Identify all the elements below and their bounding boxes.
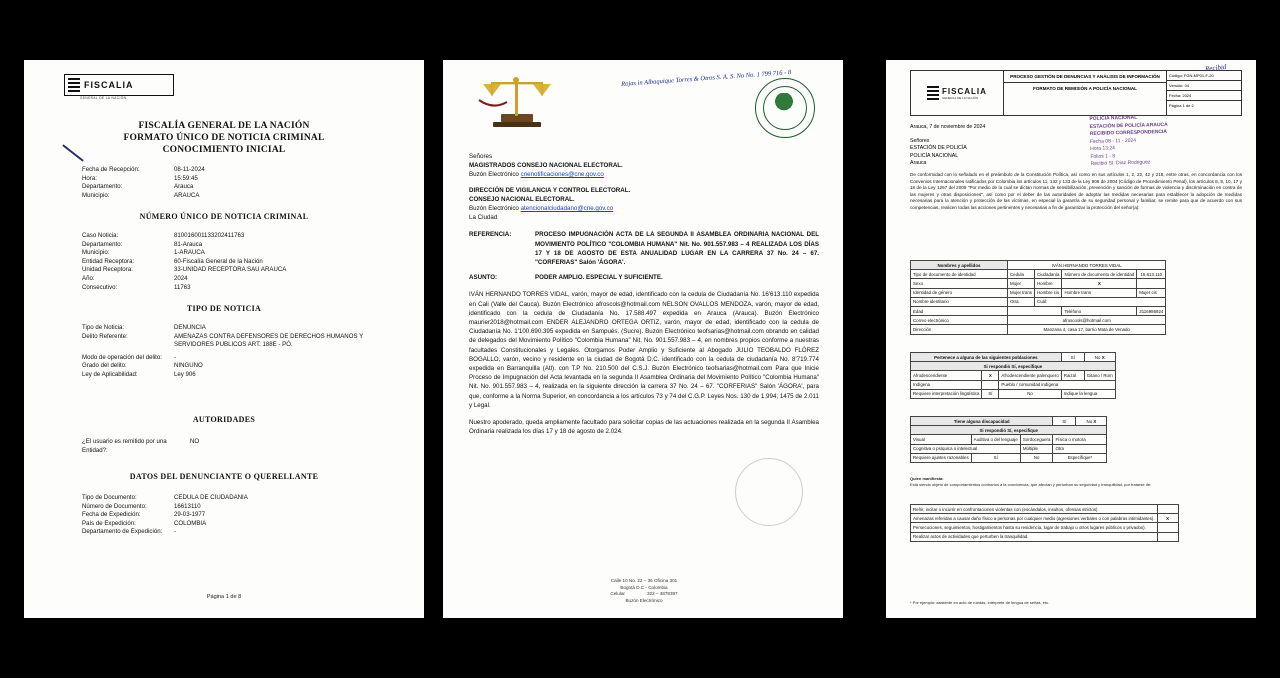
discap-ajustes-no[interactable]: No bbox=[1020, 453, 1053, 462]
field-label: Ley de Aplicabilidad: bbox=[82, 370, 138, 378]
page-title bbox=[24, 120, 424, 156]
addressee-2: DIRECCIÓN DE VIGILANCIA Y CONTROL ELECTORAL. bbox=[469, 186, 631, 194]
field-value: 16613110 bbox=[174, 502, 201, 510]
hecho-row-label: Persecuciones, seguimientos, hostigamientos hasta su residencia, lugar de trabajo u otros lugares públicos o privados). bbox=[911, 523, 1158, 532]
buzon-label-1: Buzón Electrónico bbox=[469, 171, 519, 179]
field-label: Departamento: bbox=[82, 240, 123, 248]
telefono-value: 3116986924 bbox=[1137, 306, 1166, 315]
discap-no[interactable]: No X bbox=[1076, 417, 1107, 426]
field-label: Tipo de Noticia: bbox=[82, 324, 125, 331]
field-value: DENUNCIA bbox=[174, 324, 206, 331]
letter-footer bbox=[469, 578, 819, 604]
opt-hombre-trans[interactable]: Hombre trans bbox=[1062, 288, 1137, 297]
poblaciones-si[interactable]: Sí bbox=[1061, 353, 1084, 362]
footer-address-1: Calle 10 No. 22 – 36 Oficina 301 bbox=[610, 578, 678, 584]
poblaciones-table bbox=[910, 352, 1116, 399]
field-label: Año: bbox=[82, 274, 95, 282]
buzon-label-2: Buzón Electrónico bbox=[469, 205, 519, 213]
discap-fisica[interactable]: Física o motora bbox=[1053, 435, 1107, 444]
field-value: NO bbox=[190, 438, 200, 445]
field-label: Fecha de Expedición: bbox=[82, 511, 141, 519]
handwritten-note: Rojas in Albaquique Torres & Otros S. A. S. No No. 1 799 716 - 8 bbox=[620, 69, 792, 88]
footnote: * Por ejemplo: asistente en acto de ruedas, intérprete de lengua de señas, etc. bbox=[910, 600, 1050, 606]
hecho-row-label: Realizar actos de actividades que perturben la tranquilidad. bbox=[911, 532, 1158, 541]
buzon-link-1[interactable]: cnenotificaciones@cne.gov.co bbox=[520, 171, 604, 179]
row-label-correo: Correo electrónico bbox=[911, 316, 1008, 325]
round-stamp-faint bbox=[735, 458, 803, 526]
discap-cognitiva[interactable]: Cognitiva o psíquica o intelectual bbox=[911, 444, 1021, 453]
field-value: AMENAZAS CONTRA DEFENSORES DE DERECHOS HUMANOS Y SERVIDORES PUBLICOS ART. 188E - PÓ. bbox=[174, 332, 364, 349]
field-value: NINGUNO bbox=[174, 362, 203, 370]
addressee-label: Señores bbox=[469, 153, 493, 160]
row-label-edad: Edad bbox=[911, 306, 1008, 315]
addressee-1: MAGISTRADOS CONSEJO NACIONAL ELECTORAL. bbox=[469, 162, 623, 170]
sexo-blank bbox=[1137, 279, 1166, 288]
handwritten-recibido: Recibid bbox=[1204, 62, 1227, 74]
letter-paragraph: IVÁN HERNANDO TORRES VIDAL, varón, mayor de edad, identificado con la cedula de Ciudadanía No. 16'613.110 expedida en Cali (Valle del Cauca). Buzón Electrónico afroscols@hotmail.com NELSON OVALLOS MENDOZA, varón, mayor de edad, identificado con la cedula de Ciudadanía No. 17.588.497 expedida en Arauca (Arauca). Buzón Electrónico maurier2018@hotmail.com ENDER ALEJANDRO ORTEGA ORTIZ, varón, mayor de edad, identificado con la cedula de Ciudadanía No. 1'100.690.395 expedida en Sampués. (Sucre). Buzón Electrónico teofsarias@hotmail.com obrando en calidad de delegados del Movimiento Político "Colombia Humana" Nit. No. 901.557.983 – 4, en nombres propios conforme a nuestras facultades Constitucionales y Legales. Otorgamos Poder Amplio y Suficiente al Abogado JULIO TEOBALDO FLÓREZ BOGALLO, varón, vecino y residente en la ciudad de Bogotá D.C. identificado con la cedula de ciudadanía No. 8'719.774 expedida en Barranquilla (Atl). con T.P No. 210.500 del C.S.J. Buzón Electrónico teofsarias@hotmail.com Para que Inicie Proceso de Impugnación del Acta levantada en la segunda II Asamblea Ordinaria del Movimiento Político "Colombia Humana" Nit. No. 901.557.983 – 4, realizada en la siguiente dirección la carrera 37 No. 24 – 67. "CORFERIAS" Salón 'ÁGORA', para que, conforme a la Norma Superior, en concordancia a los artículos 73 y 74 del C.G.P. Leyes Nos. 130 de 1.994; 1475 de 2.011 y Legal. bbox=[469, 291, 819, 409]
hechos-table bbox=[910, 504, 1179, 542]
field-value: Arauca bbox=[174, 183, 194, 191]
hecho-row-label: Reñir, incitar o incurrir en confrontaciones violentas con (escándalos, insultos, ofensas strictos) bbox=[911, 505, 1158, 514]
discap-ajustes-label: Requiere ajustes razonables bbox=[911, 453, 972, 462]
field-label: País de Expedición: bbox=[82, 519, 136, 527]
pob-indigena-mark[interactable] bbox=[982, 380, 999, 389]
poblaciones-title: Pertenece a alguna de las siguientes poblaciones bbox=[911, 353, 1062, 362]
field-value: 08-11-2024 bbox=[174, 166, 205, 173]
letter-closing: Nuestro apoderado, queda ampliamente facultado para solicitar copias de las actuaciones realizada en la segunda II Asamblea Ordinaria realizada los días 17 y 18 de agosto de 2.024. bbox=[469, 419, 819, 436]
opt-otra[interactable]: Otra bbox=[1008, 297, 1035, 306]
opt-ciudadania[interactable]: Ciudadanía bbox=[1034, 270, 1061, 279]
field-value: 29-03-1977 bbox=[174, 511, 206, 519]
footer-celular: 322 – 4878397 bbox=[646, 591, 678, 597]
discap-especifique[interactable]: Específique* bbox=[1053, 453, 1107, 462]
edad-value bbox=[1008, 306, 1062, 315]
pob-afro-label: Afrodescendiente bbox=[911, 371, 982, 380]
referencia-label: REFERENCIA: bbox=[469, 231, 512, 239]
field-label: ¿El usuario es remitido por una Entidad?: bbox=[82, 438, 167, 454]
flag-icon bbox=[927, 86, 939, 100]
fiscalia-logo-subtitle: GENERAL DE LA NACIÓN bbox=[80, 96, 127, 100]
hechos-question: Quien manifiesta: bbox=[910, 476, 944, 481]
referencia-row bbox=[469, 230, 819, 267]
identity-name-value: IVÁN HERNANDO TORRES VIDAL bbox=[1008, 261, 1166, 270]
poblaciones-sub: Si respondió Sí, especifique bbox=[911, 362, 1116, 371]
fiscalia-logo-text: FISCALIA bbox=[84, 80, 134, 90]
document-page-3 bbox=[886, 60, 1256, 618]
stamp-line-5: Hora 13:24 bbox=[1090, 145, 1116, 152]
discapacidad-table bbox=[910, 416, 1107, 463]
header-codigo: Código: FGN-MP01-F-20 bbox=[1167, 71, 1241, 81]
title-line-2: FORMATO ÚNICO DE NOTICIA CRIMINAL bbox=[123, 133, 325, 143]
field-label: Entidad Receptora: bbox=[82, 257, 135, 265]
fiscalia-logo-text: FISCALIA bbox=[942, 86, 987, 96]
opt-hombre[interactable]: Hombre bbox=[1034, 279, 1061, 288]
section-heading-datos: DATOS DEL DENUNCIANTE O QUERELLANTE bbox=[129, 472, 319, 481]
stamp-line-1: POLICÍA NACIONAL bbox=[1089, 114, 1138, 122]
footer-buzon-label: Buzón Electrónico bbox=[625, 597, 663, 603]
letter-meta bbox=[910, 124, 985, 168]
pob-gitano[interactable]: Gitano / Rom bbox=[1084, 371, 1115, 380]
field-label: Fecha de Recepción: bbox=[82, 166, 140, 173]
field-value: 33-UNIDAD RECEPTORA SAU ARAUCA bbox=[174, 266, 287, 274]
opt-cual[interactable]: Cuál: bbox=[1034, 297, 1165, 306]
field-value: CEDULA DE CIUDADANIA bbox=[174, 494, 248, 501]
stamp-line-4: Fecha 08 - 11 - 2024 bbox=[1089, 137, 1137, 145]
footer-celular-label: Celular bbox=[610, 591, 625, 597]
header-fecha: Fecha: 2024 bbox=[1167, 91, 1241, 101]
row-label-nombre-identitario: Nombre identitario bbox=[911, 297, 1008, 306]
autoridades-block bbox=[82, 438, 384, 455]
field-value: - bbox=[174, 528, 177, 536]
pob-interprete-label: Requiere interpretación lingüística bbox=[911, 389, 982, 398]
datos-denunciante-block bbox=[82, 494, 384, 537]
letter-body bbox=[469, 152, 819, 436]
hecho-row-label: Amenazas referidas a causar daño físico a personas por cualquier medio (agresiones verbales o con palabras intimidantes). bbox=[911, 514, 1158, 523]
fiscalia-logo bbox=[64, 74, 174, 96]
field-value: - bbox=[174, 353, 177, 361]
field-label: Hora: bbox=[82, 174, 97, 182]
form-header-table bbox=[910, 70, 1242, 116]
discap-visual[interactable]: Visual bbox=[911, 435, 972, 444]
telefono-label: Teléfono bbox=[1062, 306, 1137, 315]
pob-afro-mark[interactable]: X bbox=[982, 371, 999, 380]
addressee-3: CONSEJO NACIONAL ELECTORAL. bbox=[469, 195, 575, 203]
stamp-line-2: ESTACIÓN DE POLICÍA ARAUCA bbox=[1089, 121, 1168, 130]
header-proceso: PROCESO GESTIÓN DE DENUNCIAS Y ANÁLISIS DE INFORMACIÓN bbox=[1004, 71, 1166, 83]
pob-lengua[interactable]: Indique la lengua bbox=[1061, 389, 1115, 398]
fiscalia-logo bbox=[911, 71, 1004, 115]
doc-number-value: 16.613.110 bbox=[1137, 270, 1166, 279]
field-label: Departamento de Expedición: bbox=[82, 528, 163, 536]
field-label: Modo de operación del delito: bbox=[82, 353, 162, 361]
flag-icon bbox=[68, 78, 80, 92]
stamp-line-7: Recibió SI. Diaz Rodriguez bbox=[1090, 159, 1151, 167]
stamp-line-3: RECIBIDO CORRESPONDENCIA bbox=[1089, 128, 1168, 137]
stamp-line-6: Folios 1 - 8 bbox=[1090, 152, 1116, 160]
city-line: La Ciudad bbox=[469, 214, 498, 222]
title-line-3: CONOCIMIENTO INICIAL bbox=[162, 145, 286, 155]
row-label-direccion: Dirección bbox=[911, 325, 1008, 334]
field-label: Municipio: bbox=[82, 191, 110, 199]
field-label: Departamento: bbox=[82, 183, 123, 191]
opt-mujer-cis[interactable]: Mujer cis bbox=[1137, 288, 1166, 297]
field-label: Municipio: bbox=[82, 249, 110, 257]
field-label: Grado del delito: bbox=[82, 362, 127, 370]
pob-indigena[interactable]: Indígena bbox=[911, 380, 982, 389]
field-label: Unidad Receptora: bbox=[82, 266, 133, 274]
discap-multiple[interactable]: Múltiple bbox=[1020, 444, 1053, 453]
field-value: ARAUCA bbox=[174, 191, 200, 199]
green-seal-stamp bbox=[755, 78, 815, 138]
identity-table bbox=[910, 260, 1166, 335]
opt-cedula[interactable]: Cedula bbox=[1008, 270, 1035, 279]
pob-interprete-no[interactable]: No bbox=[999, 389, 1061, 398]
scales-of-justice-icon bbox=[471, 70, 563, 138]
numero-block bbox=[82, 232, 384, 292]
discap-otra[interactable]: Otra bbox=[1053, 444, 1107, 453]
identity-name-label: Nombres y apellidos bbox=[911, 261, 1008, 270]
field-value: 15:59:45 bbox=[174, 174, 198, 182]
header-formato: FORMATO DE REMISIÓN A POLICÍA NACIONAL bbox=[1033, 86, 1137, 91]
section-heading-autoridades: AUTORIDADES bbox=[192, 415, 256, 424]
field-label: Delito Referente: bbox=[82, 332, 128, 340]
meta-municipio: Arauca bbox=[910, 160, 927, 167]
hechos-intro bbox=[910, 476, 1242, 487]
row-label: Tipo de documento de identidad bbox=[911, 270, 1008, 279]
fiscalia-logo-subtitle: GENERAL DE LA NACIÓN bbox=[942, 95, 979, 100]
legal-paragraph: De conformidad con lo señalado en el preámbulo de la Constitución Política, así como en sus artículos 1, 2, 22, 42 y 218, entre otras, en concordancia con los Convenios Internacionales ratificados por Colombia los artículos 11, 132 y 133 de la Ley 906 de 2004 (Código de Procedimiento Penal), los artículos 8, 9, 10, 17 y 18 de la Ley 1257 del 2008 "Por medio de la cual se dictan normas de sensibilización, prevención y sanción de formas de violencia y discriminación en contra de las mujeres y otras disposiciones", así como por el deber de las autoridades de adoptar las medidas necesarias para establecer la adopción de medidas necesarias para la atención y protección de las víctimas, en especial la garantía de su seguridad personal y familiar, se remite para que de acuerdo con sus competencias, realicen todas las acciones pertinentes y necesarias a fin de garantizar la protección del señor(a): bbox=[910, 172, 1242, 210]
reception-block bbox=[82, 166, 384, 200]
pob-pueblo[interactable]: Pueblo / comunidad indígena bbox=[999, 380, 1115, 389]
field-value: 2024 bbox=[174, 274, 188, 282]
pob-interprete-si[interactable]: Sí bbox=[982, 389, 999, 398]
header-version: Versión: 04 bbox=[1167, 81, 1241, 91]
hecho-row-mark[interactable]: X bbox=[1157, 514, 1178, 523]
discap-title: Tiene alguna discapacidad bbox=[911, 417, 1053, 426]
pob-raizal[interactable]: Raizal bbox=[1061, 371, 1084, 380]
referencia-text: PROCESO IMPUGNACIÓN ACTA DE LA SEGUNDA II ASAMBLEA ORDINARIA NACIONAL DEL MOVIMIENTO POLÍTICO "COLOMBIA HUMANA" Nit. No. 901.557.983 – 4 REALIZADA LOS DÍAS 17 Y 18 DE AGOSTO DE ESTA ANUALIDAD LUGAR EN LA CARRERA 37 No. 24 – 67. "CORFERIAS" Salón 'ÁGORA'. bbox=[535, 231, 819, 267]
meta-policia: POLICÍA NACIONAL bbox=[910, 152, 959, 159]
pob-palenquero[interactable]: Afrodescendiente palenquero bbox=[999, 371, 1061, 380]
section-heading-tipo: TIPO DE NOTICIA bbox=[186, 304, 262, 313]
field-value: 1-ARAUCA bbox=[174, 249, 205, 257]
document-page-2 bbox=[443, 60, 843, 618]
field-value: 60-Fiscalía General de la Nación bbox=[174, 257, 263, 265]
field-value: COLOMBIA bbox=[174, 519, 207, 527]
field-label: Consecutivo: bbox=[82, 283, 118, 291]
discap-si[interactable]: Sí bbox=[1053, 417, 1076, 426]
field-value: 81-Arauca bbox=[174, 240, 203, 248]
asunto-text: PODER AMPLIO. ESPECIAL Y SUFICIENTE. bbox=[535, 274, 663, 282]
correo-value: afroscools@hotmail.com bbox=[1008, 316, 1166, 325]
field-label: Número de Documento: bbox=[82, 502, 147, 510]
buzon-link-2[interactable]: atencionalciudadano@cne.gov.co bbox=[520, 205, 614, 213]
opt-mujer[interactable]: Mujer bbox=[1008, 279, 1035, 288]
opt-mujer-trans[interactable]: Mujer trans bbox=[1008, 288, 1035, 297]
discap-auditiva[interactable]: Auditiva o del lenguaje bbox=[971, 435, 1020, 444]
asunto-label: ASUNTO: bbox=[469, 274, 498, 282]
hecho-row-mark[interactable] bbox=[1157, 505, 1178, 514]
asunto-row bbox=[469, 273, 819, 282]
doc-number-label: Número de documento de identidad bbox=[1062, 270, 1137, 279]
hecho-row-mark[interactable] bbox=[1157, 523, 1178, 532]
meta-date: Arauca, 7 de noviembre de 2024 bbox=[910, 124, 986, 130]
page-footer: Página 1 de 8 bbox=[206, 594, 242, 600]
footer-address-2: Bogotá D.C - Colombia bbox=[620, 584, 668, 590]
discap-ajustes-si[interactable]: Sí bbox=[971, 453, 1020, 462]
header-pagina: Página 1 de 2 bbox=[1169, 103, 1194, 108]
title-line-1: FISCALÍA GENERAL DE LA NACIÓN bbox=[138, 121, 310, 131]
sexo-mark: X bbox=[1062, 279, 1137, 288]
field-value: 11763 bbox=[174, 283, 191, 291]
document-page-1 bbox=[24, 60, 424, 618]
direccion-value: Manzana 4, casa 17, barrio Mata de Venado bbox=[1008, 325, 1166, 334]
tipo-block bbox=[82, 324, 384, 380]
hecho-row-mark[interactable] bbox=[1157, 532, 1178, 541]
meta-senores: Señores bbox=[910, 137, 930, 144]
field-value: 810016001133202411763 bbox=[174, 232, 245, 239]
meta-estacion: ESTACIÓN DE POLICÍA bbox=[910, 145, 967, 152]
opt-hombre-cis[interactable]: Hombre cis bbox=[1034, 288, 1061, 297]
discap-sub: Si respondió Sí, especifique bbox=[911, 426, 1107, 435]
discap-sordoceguera[interactable]: Sordoceguera bbox=[1020, 435, 1053, 444]
field-label: Caso Noticia: bbox=[82, 232, 119, 239]
field-label: Tipo de Documento: bbox=[82, 494, 137, 501]
field-value: Ley 906 bbox=[174, 370, 196, 378]
row-label-identidad-genero: Identidad de género bbox=[911, 288, 1008, 297]
section-heading-numero: NÚMERO ÚNICO DE NOTICIA CRIMINAL bbox=[139, 212, 309, 221]
hechos-text: Está siendo objeto de comportamientos contrarios a la convivencia, que afectan y perturban su seguridad y tranquilidad, por tratarse de: bbox=[910, 481, 1152, 487]
police-reception-stamp bbox=[1089, 112, 1240, 168]
row-label-sexo: Sexo bbox=[911, 279, 1008, 288]
poblaciones-no[interactable]: No X bbox=[1084, 353, 1115, 362]
